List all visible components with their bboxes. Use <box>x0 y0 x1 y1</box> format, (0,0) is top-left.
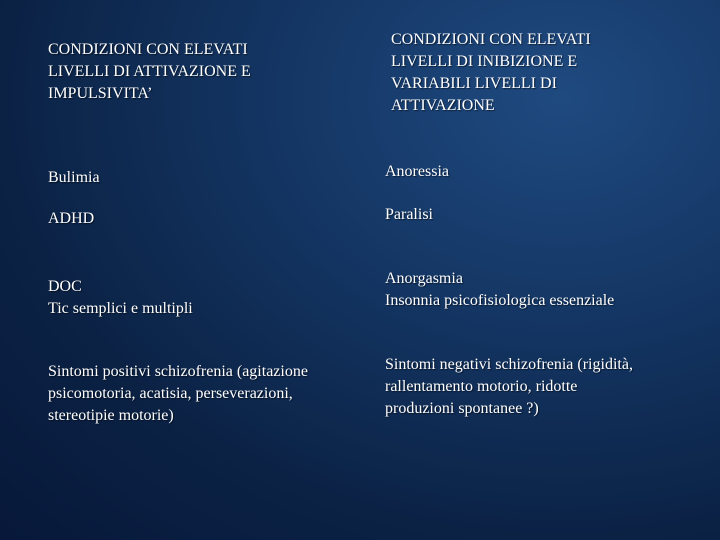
right-row-text: rallentamento motorio, ridotte <box>385 378 578 395</box>
right-header-line: LIVELLI DI INIBIZIONE E <box>391 53 578 70</box>
right-row-negative-symptoms <box>385 354 633 420</box>
left-header-line: IMPULSIVITA’ <box>48 85 153 102</box>
left-row-text: Tic semplici e multipli <box>48 300 193 317</box>
right-row-anorgasmia <box>385 268 614 312</box>
right-row-text: Sintomi negativi schizofrenia (rigidità, <box>385 356 633 373</box>
right-header-line: ATTIVAZIONE <box>391 97 495 114</box>
left-header-line: LIVELLI DI ATTIVAZIONE E <box>48 63 251 80</box>
right-row-text: produzioni spontanee ?) <box>385 400 539 417</box>
right-row-paralisi <box>385 204 433 226</box>
left-row-text: Bulimia <box>48 169 100 186</box>
right-header-line: VARIABILI LIVELLI DI <box>391 75 557 92</box>
left-row-text: Sintomi positivi schizofrenia (agitazione <box>48 363 308 380</box>
left-header-line: CONDIZIONI CON ELEVATI <box>48 41 248 58</box>
right-row-text: Insonnia psicofisiologica essenziale <box>385 292 615 309</box>
right-row-text: Anoressia <box>385 163 449 180</box>
right-row-anoressia <box>385 161 449 183</box>
left-row-text: ADHD <box>48 210 95 227</box>
left-row-text: stereotipie motorie) <box>48 407 174 424</box>
right-row-text: Paralisi <box>385 206 433 223</box>
left-row-positive-symptoms <box>48 361 308 427</box>
right-row-text: Anorgasmia <box>385 270 463 287</box>
left-row-doc <box>48 276 193 320</box>
left-column-header <box>48 39 251 105</box>
left-row-bulimia <box>48 167 100 189</box>
right-column-header <box>391 29 591 117</box>
right-header-line: CONDIZIONI CON ELEVATI <box>391 31 591 48</box>
left-row-text: DOC <box>48 278 82 295</box>
left-row-text: psicomotoria, acatisia, perseverazioni, <box>48 385 293 402</box>
left-row-adhd <box>48 208 94 230</box>
